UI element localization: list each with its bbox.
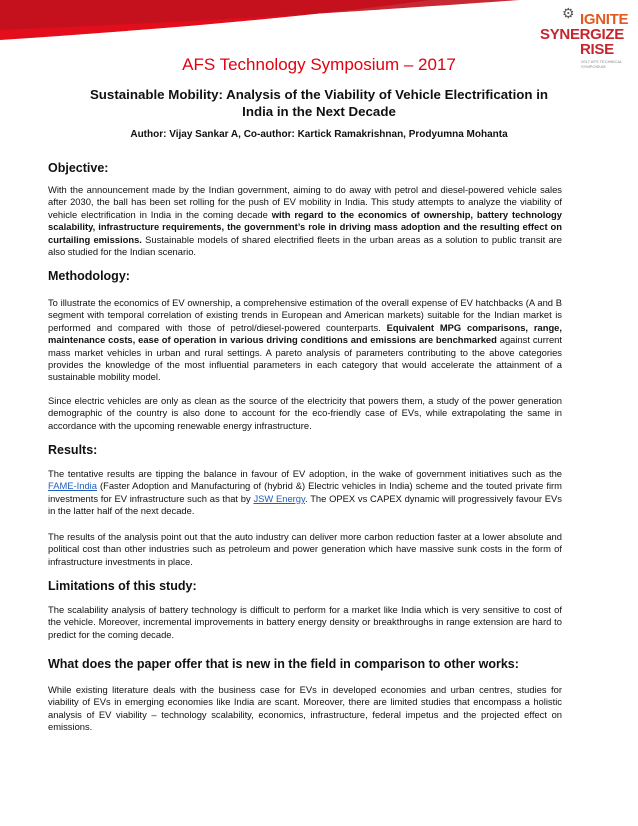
fame-india-link[interactable]: FAME-India <box>48 480 97 492</box>
paper-authors: Author: Vijay Sankar A, Co-author: Kartick Ramakrishnan, Prodyumna Mohanta <box>130 129 508 140</box>
logo-line-3: RISE <box>580 41 614 58</box>
limitations-heading: Limitations of this study: <box>48 579 197 593</box>
objective-heading: Objective: <box>48 161 109 175</box>
logo-line-1: IGNITE <box>580 11 629 28</box>
symposium-title: AFS Technology Symposium – 2017 <box>182 55 456 74</box>
objective-text-bold: with regard to the economics of ownership, battery technology scalability, infrastructure requirements, the government’s role in driving mass adoption and the resulting effect on curtailing emissions. <box>48 208 563 245</box>
objective-paragraph <box>48 184 562 258</box>
methodology-heading: Methodology: <box>48 269 130 283</box>
results-heading: Results: <box>48 443 98 457</box>
logo-line-2: SYNERGIZE <box>540 26 624 43</box>
results-paragraph-2: The results of the analysis point out that the auto industry can deliver more carbon reduction faster at a lower absolute and political cost than other industries such as petroleum and power generation which have massive sunk costs in the form of infrastructure investments in place. <box>48 531 562 567</box>
gear-icon: ⚙ <box>562 5 575 21</box>
results-paragraph-1 <box>48 468 562 518</box>
novelty-heading: What does the paper offer that is new in the field in comparison to other works: <box>48 657 519 671</box>
novelty-paragraph: While existing literature deals with the business case for EVs in developed economies and urban centres, studies for viability of EVs in emerging economies like India are scant. Moreover, there are limited studies that encompass a holistic analysis of EV viability – technology scalability, economics, infrastructure, federal impetus and the projected effect on emissions. <box>48 684 562 733</box>
jsw-energy-link[interactable]: JSW Energy <box>253 492 306 504</box>
logo-tagline: 2017 AFS TECHNICAL SYMPOSIUM <box>581 59 623 69</box>
results-text-a: The tentative results are tipping the balance in favour of EV adoption, in the wake of government initiatives such as the <box>48 468 562 479</box>
methodology-text-a: To illustrate the economics of EV ownership, a comprehensive estimation of the overall expense of EV hatchbacks (A and B segment with temporal correlation of existing trends in European and American markets) suitable for the Indian market is performed and compared with those of petrol/diesel-powered counterparts. <box>48 297 562 333</box>
limitations-paragraph: The scalability analysis of battery technology is difficult to perform for a market like India which is very sensitive to cost of the vehicle. Moreover, incremental improvements in battery energy density or breakthroughs in range extension are hard to predict for the coming decade. <box>48 604 562 640</box>
methodology-text-bold: Equivalent MPG comparisons, range, maintenance costs, ease of operation in various driving conditions and emissions are benchmarked <box>48 321 562 346</box>
paper-title: Sustainable Mobility: Analysis of the Viability of Vehicle Electrification in India in the Next Decade <box>89 87 549 119</box>
results-text-c: . The OPEX vs CAPEX dynamic will progressively favour EVs in the latter half of the next decade. <box>48 492 562 517</box>
results-text-b: (Faster Adoption and Manufacturing of (hybrid &) Electric vehicles in India) scheme and the touted private firm investments for EV infrastructure such as that by <box>48 480 562 504</box>
objective-text-a: With the announcement made by the Indian government, aiming to do away with petrol and diesel-powered vehicle sales after 2030, the ball has been set rolling for the push of EV mobility in India. This study attempts to analyze the viability of vehicle electrification in India in the coming decade <box>48 184 562 220</box>
methodology-paragraph-2: Since electric vehicles are only as clean as the source of the electricity that powers them, a study of the power generation demographic of the country is also done to account for the eco-friendly case of EVs, while extrapolating the same in accordance with the upcoming renewable energy infrastructure. <box>48 395 562 431</box>
objective-text-c: Sustainable models of shared electrified fleets in the urban areas as a solution to public transit are also studied for the Indian scenario. <box>48 233 562 258</box>
methodology-text-c: against current mass market vehicles in urban and rural settings. A pareto analysis of parameters contributing to the above categories provides the knowledge of the most influential parameters in each category that would accelerate the attainment of a sustainable mobility model. <box>48 334 562 383</box>
methodology-paragraph-1 <box>48 297 562 384</box>
